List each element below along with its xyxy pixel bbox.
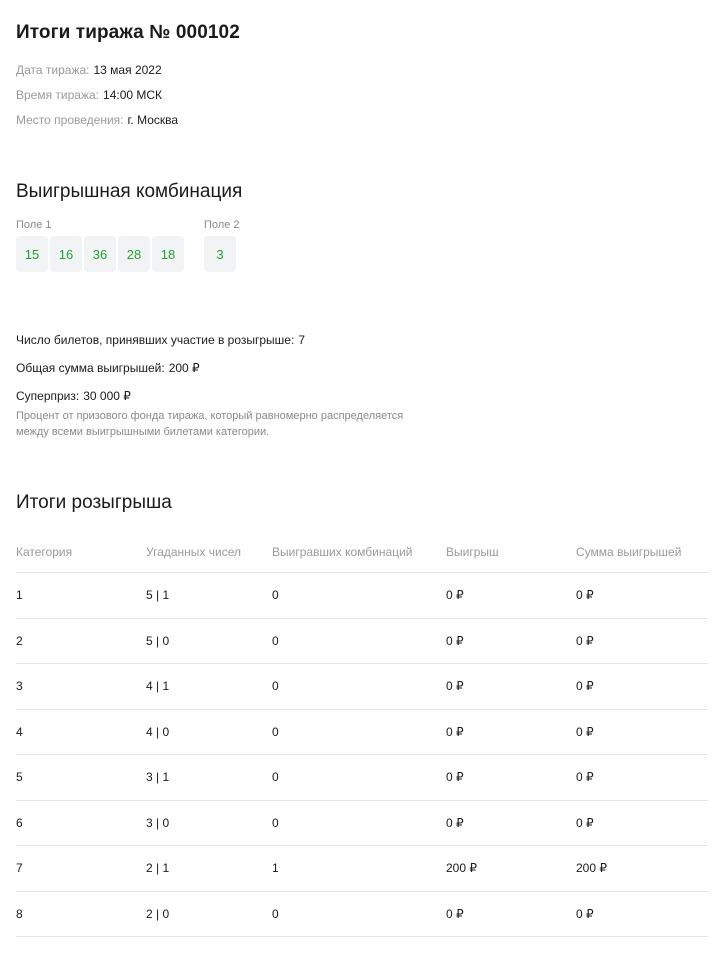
column-header-prize: Выигрыш [446, 532, 576, 573]
cell-combinations: 0 [272, 573, 446, 619]
column-header-guessed: Угаданных чисел [146, 532, 272, 573]
table-row [16, 618, 708, 664]
cell-category: 1 [16, 573, 146, 619]
superprize-value: 30 000 ₽ [83, 389, 131, 403]
results-title: Итоги розыгрыша [16, 492, 172, 513]
table-row [16, 573, 708, 619]
total-winnings-value: 200 ₽ [168, 361, 200, 375]
cell-prize: 0 ₽ [446, 755, 576, 801]
cell-prize: 0 ₽ [446, 709, 576, 755]
draw-time-value: 14:00 МСК [103, 88, 163, 102]
cell-guessed: 4 | 1 [146, 664, 272, 710]
column-header-category: Категория [16, 532, 146, 573]
field2-label: Поле 2 [204, 219, 240, 231]
cell-category: 5 [16, 755, 146, 801]
column-header-total: Сумма выигрышей [576, 532, 708, 573]
cell-combinations: 1 [272, 846, 446, 892]
cell-category: 6 [16, 800, 146, 846]
tickets-count-row [16, 333, 305, 347]
cell-combinations: 0 [272, 891, 446, 937]
table-row [16, 664, 708, 710]
cell-total: 0 ₽ [576, 755, 708, 801]
cell-category: 4 [16, 709, 146, 755]
cell-guessed: 3 | 0 [146, 800, 272, 846]
cell-guessed: 2 | 0 [146, 891, 272, 937]
winning-number: 18 [152, 236, 184, 272]
column-header-winning-combinations: Выигравших комбинаций [272, 532, 446, 573]
cell-combinations: 0 [272, 618, 446, 664]
cell-combinations: 0 [272, 709, 446, 755]
superprize-note: Процент от призового фонда тиража, который равномерно распределяется между всеми выигрышными билетами категории. [16, 410, 404, 438]
cell-total: 0 ₽ [576, 800, 708, 846]
draw-time-label: Время тиража: [16, 88, 100, 102]
cell-total: 200 ₽ [576, 846, 708, 892]
total-winnings-row [16, 361, 200, 375]
winning-number: 28 [118, 236, 150, 272]
cell-total: 0 ₽ [576, 891, 708, 937]
draw-place-value: г. Москва [127, 113, 179, 127]
cell-total: 0 ₽ [576, 664, 708, 710]
superprize-row [16, 389, 131, 403]
cell-total: 0 ₽ [576, 709, 708, 755]
draw-date-label: Дата тиража: [16, 63, 90, 77]
draw-place-row [16, 113, 178, 127]
winning-number: 36 [84, 236, 116, 272]
results-table [16, 532, 708, 937]
draw-place-label: Место проведения: [16, 113, 124, 127]
field1-numbers [16, 236, 184, 272]
draw-time-row [16, 88, 162, 102]
cell-guessed: 5 | 0 [146, 618, 272, 664]
cell-guessed: 5 | 1 [146, 573, 272, 619]
page-title: Итоги тиража № 000102 [16, 22, 240, 43]
cell-category: 3 [16, 664, 146, 710]
cell-guessed: 3 | 1 [146, 755, 272, 801]
cell-guessed: 4 | 0 [146, 709, 272, 755]
cell-combinations: 0 [272, 755, 446, 801]
table-row [16, 709, 708, 755]
table-row [16, 891, 708, 937]
cell-category: 8 [16, 891, 146, 937]
winning-number: 15 [16, 236, 48, 272]
cell-prize: 0 ₽ [446, 891, 576, 937]
field2-numbers [204, 236, 236, 272]
total-winnings-label: Общая сумма выигрышей: [16, 361, 165, 375]
tickets-count-value: 7 [298, 333, 305, 347]
cell-prize: 0 ₽ [446, 573, 576, 619]
field1-label: Поле 1 [16, 219, 52, 231]
cell-prize: 0 ₽ [446, 664, 576, 710]
table-row [16, 800, 708, 846]
cell-combinations: 0 [272, 664, 446, 710]
cell-guessed: 2 | 1 [146, 846, 272, 892]
cell-category: 2 [16, 618, 146, 664]
cell-total: 0 ₽ [576, 573, 708, 619]
superprize-label: Суперприз: [16, 389, 80, 403]
cell-total: 0 ₽ [576, 618, 708, 664]
table-row [16, 846, 708, 892]
winning-number: 16 [50, 236, 82, 272]
winning-number: 3 [204, 236, 236, 272]
draw-date-value: 13 мая 2022 [93, 63, 162, 77]
cell-combinations: 0 [272, 800, 446, 846]
table-row [16, 755, 708, 801]
draw-date-row [16, 63, 162, 77]
cell-prize: 200 ₽ [446, 846, 576, 892]
cell-prize: 0 ₽ [446, 618, 576, 664]
table-header-row [16, 532, 708, 573]
cell-category: 7 [16, 846, 146, 892]
tickets-count-label: Число билетов, принявших участие в розыгрыше: [16, 333, 295, 347]
cell-prize: 0 ₽ [446, 800, 576, 846]
winning-combination-title: Выигрышная комбинация [16, 181, 243, 202]
